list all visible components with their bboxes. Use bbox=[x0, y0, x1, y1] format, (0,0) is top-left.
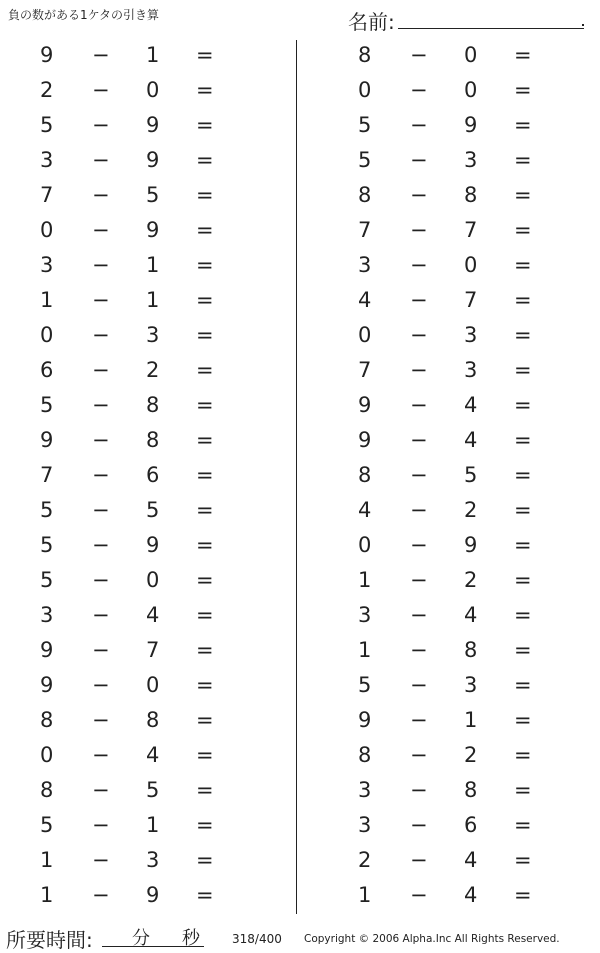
equals-sign: = bbox=[514, 778, 532, 802]
equals-sign: = bbox=[196, 288, 214, 312]
right-problem-row bbox=[318, 248, 600, 283]
subtrahend: 2 bbox=[146, 358, 160, 382]
minuend: 3 bbox=[40, 148, 54, 172]
minus-sign: − bbox=[410, 183, 428, 207]
column-divider bbox=[296, 40, 297, 914]
minus-sign: − bbox=[410, 358, 428, 382]
minuend: 5 bbox=[358, 673, 372, 697]
minus-sign: − bbox=[410, 708, 428, 732]
minuend: 8 bbox=[40, 778, 54, 802]
equals-sign: = bbox=[514, 638, 532, 662]
minuend: 9 bbox=[358, 708, 372, 732]
subtrahend: 1 bbox=[146, 813, 160, 837]
equals-sign: = bbox=[514, 743, 532, 767]
minuend: 8 bbox=[358, 43, 372, 67]
minus-sign: − bbox=[410, 148, 428, 172]
equals-sign: = bbox=[514, 673, 532, 697]
minuend: 3 bbox=[358, 603, 372, 627]
minuend: 8 bbox=[358, 463, 372, 487]
equals-sign: = bbox=[196, 323, 214, 347]
equals-sign: = bbox=[514, 428, 532, 452]
equals-sign: = bbox=[196, 603, 214, 627]
equals-sign: = bbox=[514, 218, 532, 242]
subtrahend: 4 bbox=[464, 848, 478, 872]
minuend: 4 bbox=[358, 498, 372, 522]
left-problem-row bbox=[0, 143, 290, 178]
equals-sign: = bbox=[196, 43, 214, 67]
equals-sign: = bbox=[196, 743, 214, 767]
minuend: 5 bbox=[40, 113, 54, 137]
subtrahend: 3 bbox=[146, 323, 160, 347]
equals-sign: = bbox=[514, 883, 532, 907]
right-problem-row bbox=[318, 773, 600, 808]
subtrahend: 7 bbox=[464, 288, 478, 312]
subtrahend: 9 bbox=[146, 883, 160, 907]
subtrahend: 6 bbox=[146, 463, 160, 487]
right-problem-row bbox=[318, 738, 600, 773]
equals-sign: = bbox=[196, 183, 214, 207]
equals-sign: = bbox=[196, 218, 214, 242]
minuend: 3 bbox=[40, 253, 54, 277]
minus-sign: − bbox=[92, 813, 110, 837]
minuend: 5 bbox=[40, 813, 54, 837]
subtrahend: 8 bbox=[464, 183, 478, 207]
subtrahend: 3 bbox=[464, 358, 478, 382]
minus-sign: − bbox=[92, 43, 110, 67]
subtrahend: 4 bbox=[464, 603, 478, 627]
left-problem-row bbox=[0, 773, 290, 808]
minus-sign: − bbox=[92, 463, 110, 487]
subtrahend: 1 bbox=[146, 288, 160, 312]
minuend: 9 bbox=[358, 428, 372, 452]
equals-sign: = bbox=[514, 393, 532, 417]
minus-sign: − bbox=[410, 638, 428, 662]
minus-sign: − bbox=[410, 428, 428, 452]
subtrahend: 8 bbox=[146, 393, 160, 417]
subtrahend: 1 bbox=[464, 708, 478, 732]
right-problem-row bbox=[318, 73, 600, 108]
minus-sign: − bbox=[92, 253, 110, 277]
name-line-end-dot bbox=[582, 24, 584, 26]
minuend: 9 bbox=[40, 638, 54, 662]
subtrahend: 8 bbox=[146, 708, 160, 732]
equals-sign: = bbox=[196, 673, 214, 697]
subtrahend: 9 bbox=[464, 533, 478, 557]
minuend: 8 bbox=[40, 708, 54, 732]
subtrahend: 8 bbox=[464, 638, 478, 662]
equals-sign: = bbox=[514, 358, 532, 382]
minus-sign: − bbox=[410, 43, 428, 67]
minus-sign: − bbox=[92, 778, 110, 802]
equals-sign: = bbox=[196, 778, 214, 802]
right-problem-row bbox=[318, 528, 600, 563]
right-problem-column bbox=[318, 38, 600, 913]
equals-sign: = bbox=[196, 113, 214, 137]
minuend: 0 bbox=[358, 533, 372, 557]
subtrahend: 6 bbox=[464, 813, 478, 837]
equals-sign: = bbox=[514, 463, 532, 487]
right-problem-row bbox=[318, 353, 600, 388]
left-problem-row bbox=[0, 38, 290, 73]
subtrahend: 5 bbox=[146, 183, 160, 207]
subtrahend: 0 bbox=[146, 78, 160, 102]
right-problem-row bbox=[318, 703, 600, 738]
subtrahend: 0 bbox=[464, 78, 478, 102]
subtrahend: 9 bbox=[146, 218, 160, 242]
minus-sign: − bbox=[92, 533, 110, 557]
right-problem-row bbox=[318, 633, 600, 668]
minuend: 5 bbox=[358, 113, 372, 137]
minuend: 1 bbox=[40, 848, 54, 872]
equals-sign: = bbox=[514, 708, 532, 732]
subtrahend: 4 bbox=[146, 743, 160, 767]
left-problem-row bbox=[0, 563, 290, 598]
equals-sign: = bbox=[514, 78, 532, 102]
minuend: 1 bbox=[358, 568, 372, 592]
minuend: 5 bbox=[40, 498, 54, 522]
equals-sign: = bbox=[196, 883, 214, 907]
minus-sign: − bbox=[92, 743, 110, 767]
left-problem-column bbox=[0, 38, 290, 913]
minus-sign: − bbox=[92, 148, 110, 172]
right-problem-row bbox=[318, 178, 600, 213]
minus-sign: − bbox=[92, 218, 110, 242]
left-problem-row bbox=[0, 703, 290, 738]
minuend: 9 bbox=[40, 428, 54, 452]
minus-sign: − bbox=[92, 183, 110, 207]
minus-sign: − bbox=[92, 568, 110, 592]
right-problem-row bbox=[318, 493, 600, 528]
subtrahend: 7 bbox=[146, 638, 160, 662]
minuend: 1 bbox=[40, 288, 54, 312]
subtrahend: 9 bbox=[146, 533, 160, 557]
left-problem-row bbox=[0, 248, 290, 283]
minutes-label: 分 bbox=[132, 928, 150, 949]
right-problem-row bbox=[318, 668, 600, 703]
minuend: 7 bbox=[40, 183, 54, 207]
minus-sign: − bbox=[92, 673, 110, 697]
subtrahend: 1 bbox=[146, 253, 160, 277]
equals-sign: = bbox=[196, 463, 214, 487]
minus-sign: − bbox=[410, 743, 428, 767]
minus-sign: − bbox=[410, 113, 428, 137]
minuend: 2 bbox=[358, 848, 372, 872]
right-problem-row bbox=[318, 38, 600, 73]
subtrahend: 3 bbox=[464, 673, 478, 697]
time-taken-label: 所要時間: bbox=[6, 928, 93, 952]
minus-sign: − bbox=[92, 708, 110, 732]
equals-sign: = bbox=[514, 603, 532, 627]
right-problem-row bbox=[318, 283, 600, 318]
left-problem-row bbox=[0, 388, 290, 423]
equals-sign: = bbox=[196, 148, 214, 172]
equals-sign: = bbox=[196, 78, 214, 102]
minus-sign: − bbox=[410, 568, 428, 592]
minuend: 8 bbox=[358, 183, 372, 207]
equals-sign: = bbox=[196, 813, 214, 837]
subtrahend: 2 bbox=[464, 498, 478, 522]
equals-sign: = bbox=[514, 183, 532, 207]
subtrahend: 5 bbox=[146, 498, 160, 522]
minuend: 9 bbox=[358, 393, 372, 417]
subtrahend: 5 bbox=[464, 463, 478, 487]
minus-sign: − bbox=[410, 253, 428, 277]
minuend: 5 bbox=[40, 568, 54, 592]
equals-sign: = bbox=[514, 288, 532, 312]
equals-sign: = bbox=[514, 533, 532, 557]
minus-sign: − bbox=[410, 673, 428, 697]
subtrahend: 3 bbox=[464, 323, 478, 347]
minus-sign: − bbox=[410, 848, 428, 872]
right-problem-row bbox=[318, 108, 600, 143]
minus-sign: − bbox=[92, 323, 110, 347]
equals-sign: = bbox=[196, 533, 214, 557]
subtrahend: 8 bbox=[464, 778, 478, 802]
minuend: 8 bbox=[358, 743, 372, 767]
right-problem-row bbox=[318, 388, 600, 423]
right-problem-row bbox=[318, 458, 600, 493]
name-label: 名前: bbox=[348, 10, 395, 34]
left-problem-row bbox=[0, 213, 290, 248]
minus-sign: − bbox=[92, 638, 110, 662]
minus-sign: − bbox=[410, 463, 428, 487]
minus-sign: − bbox=[92, 848, 110, 872]
subtrahend: 0 bbox=[464, 253, 478, 277]
subtrahend: 3 bbox=[146, 848, 160, 872]
right-problem-row bbox=[318, 423, 600, 458]
minuend: 1 bbox=[40, 883, 54, 907]
left-problem-row bbox=[0, 633, 290, 668]
minuend: 9 bbox=[40, 43, 54, 67]
minuend: 7 bbox=[40, 463, 54, 487]
subtrahend: 0 bbox=[464, 43, 478, 67]
minuend: 3 bbox=[358, 778, 372, 802]
left-problem-row bbox=[0, 178, 290, 213]
equals-sign: = bbox=[196, 393, 214, 417]
equals-sign: = bbox=[196, 638, 214, 662]
right-problem-row bbox=[318, 808, 600, 843]
subtrahend: 4 bbox=[464, 428, 478, 452]
equals-sign: = bbox=[196, 568, 214, 592]
left-problem-row bbox=[0, 528, 290, 563]
equals-sign: = bbox=[514, 113, 532, 137]
equals-sign: = bbox=[514, 813, 532, 837]
minuend: 0 bbox=[40, 323, 54, 347]
equals-sign: = bbox=[196, 708, 214, 732]
worksheet-title: 負の数がある1ケタの引き算 bbox=[8, 8, 160, 22]
equals-sign: = bbox=[196, 848, 214, 872]
left-problem-row bbox=[0, 738, 290, 773]
subtrahend: 2 bbox=[464, 743, 478, 767]
minuend: 6 bbox=[40, 358, 54, 382]
equals-sign: = bbox=[196, 428, 214, 452]
minus-sign: − bbox=[92, 883, 110, 907]
subtrahend: 4 bbox=[464, 393, 478, 417]
minus-sign: − bbox=[92, 498, 110, 522]
subtrahend: 2 bbox=[464, 568, 478, 592]
minus-sign: − bbox=[410, 218, 428, 242]
left-problem-row bbox=[0, 808, 290, 843]
subtrahend: 1 bbox=[146, 43, 160, 67]
equals-sign: = bbox=[196, 498, 214, 522]
right-problem-row bbox=[318, 563, 600, 598]
copyright-notice: Copyright © 2006 Alpha.Inc All Rights Reserved. bbox=[304, 933, 560, 945]
subtrahend: 4 bbox=[146, 603, 160, 627]
minuend: 5 bbox=[40, 533, 54, 557]
right-problem-row bbox=[318, 143, 600, 178]
minuend: 5 bbox=[40, 393, 54, 417]
right-problem-row bbox=[318, 843, 600, 878]
subtrahend: 0 bbox=[146, 568, 160, 592]
subtrahend: 9 bbox=[464, 113, 478, 137]
minuend: 9 bbox=[40, 673, 54, 697]
minus-sign: − bbox=[92, 78, 110, 102]
left-problem-row bbox=[0, 318, 290, 353]
minuend: 2 bbox=[40, 78, 54, 102]
equals-sign: = bbox=[514, 323, 532, 347]
equals-sign: = bbox=[196, 358, 214, 382]
equals-sign: = bbox=[196, 253, 214, 277]
minus-sign: − bbox=[92, 358, 110, 382]
minus-sign: − bbox=[410, 393, 428, 417]
equals-sign: = bbox=[514, 568, 532, 592]
minuend: 3 bbox=[40, 603, 54, 627]
minus-sign: − bbox=[410, 603, 428, 627]
minuend: 7 bbox=[358, 218, 372, 242]
minus-sign: − bbox=[410, 323, 428, 347]
left-problem-row bbox=[0, 73, 290, 108]
seconds-label: 秒 bbox=[182, 928, 200, 949]
page-number: 318/400 bbox=[232, 932, 282, 946]
left-problem-row bbox=[0, 283, 290, 318]
minuend: 5 bbox=[358, 148, 372, 172]
subtrahend: 7 bbox=[464, 218, 478, 242]
subtrahend: 4 bbox=[464, 883, 478, 907]
subtrahend: 9 bbox=[146, 148, 160, 172]
right-problem-row bbox=[318, 878, 600, 913]
minus-sign: − bbox=[410, 78, 428, 102]
minuend: 3 bbox=[358, 253, 372, 277]
left-problem-row bbox=[0, 843, 290, 878]
left-problem-row bbox=[0, 493, 290, 528]
minuend: 0 bbox=[358, 323, 372, 347]
minuend: 3 bbox=[358, 813, 372, 837]
minus-sign: − bbox=[92, 393, 110, 417]
subtrahend: 9 bbox=[146, 113, 160, 137]
equals-sign: = bbox=[514, 848, 532, 872]
minuend: 1 bbox=[358, 638, 372, 662]
subtrahend: 5 bbox=[146, 778, 160, 802]
minus-sign: − bbox=[92, 428, 110, 452]
equals-sign: = bbox=[514, 148, 532, 172]
left-problem-row bbox=[0, 108, 290, 143]
minus-sign: − bbox=[410, 778, 428, 802]
minus-sign: − bbox=[92, 288, 110, 312]
left-problem-row bbox=[0, 598, 290, 633]
minuend: 7 bbox=[358, 358, 372, 382]
minus-sign: − bbox=[92, 113, 110, 137]
minus-sign: − bbox=[410, 498, 428, 522]
left-problem-row bbox=[0, 458, 290, 493]
minuend: 0 bbox=[40, 743, 54, 767]
left-problem-row bbox=[0, 668, 290, 703]
left-problem-row bbox=[0, 353, 290, 388]
right-problem-row bbox=[318, 213, 600, 248]
equals-sign: = bbox=[514, 498, 532, 522]
right-problem-row bbox=[318, 318, 600, 353]
minuend: 1 bbox=[358, 883, 372, 907]
minus-sign: − bbox=[92, 603, 110, 627]
subtrahend: 0 bbox=[146, 673, 160, 697]
name-field[interactable] bbox=[348, 6, 588, 34]
subtrahend: 8 bbox=[146, 428, 160, 452]
minus-sign: − bbox=[410, 288, 428, 312]
left-problem-row bbox=[0, 423, 290, 458]
subtrahend: 3 bbox=[464, 148, 478, 172]
minuend: 4 bbox=[358, 288, 372, 312]
left-problem-row bbox=[0, 878, 290, 913]
right-problem-row bbox=[318, 598, 600, 633]
minus-sign: − bbox=[410, 813, 428, 837]
minuend: 0 bbox=[358, 78, 372, 102]
name-underline bbox=[398, 28, 584, 29]
equals-sign: = bbox=[514, 43, 532, 67]
minus-sign: − bbox=[410, 883, 428, 907]
minuend: 0 bbox=[40, 218, 54, 242]
equals-sign: = bbox=[514, 253, 532, 277]
minus-sign: − bbox=[410, 533, 428, 557]
